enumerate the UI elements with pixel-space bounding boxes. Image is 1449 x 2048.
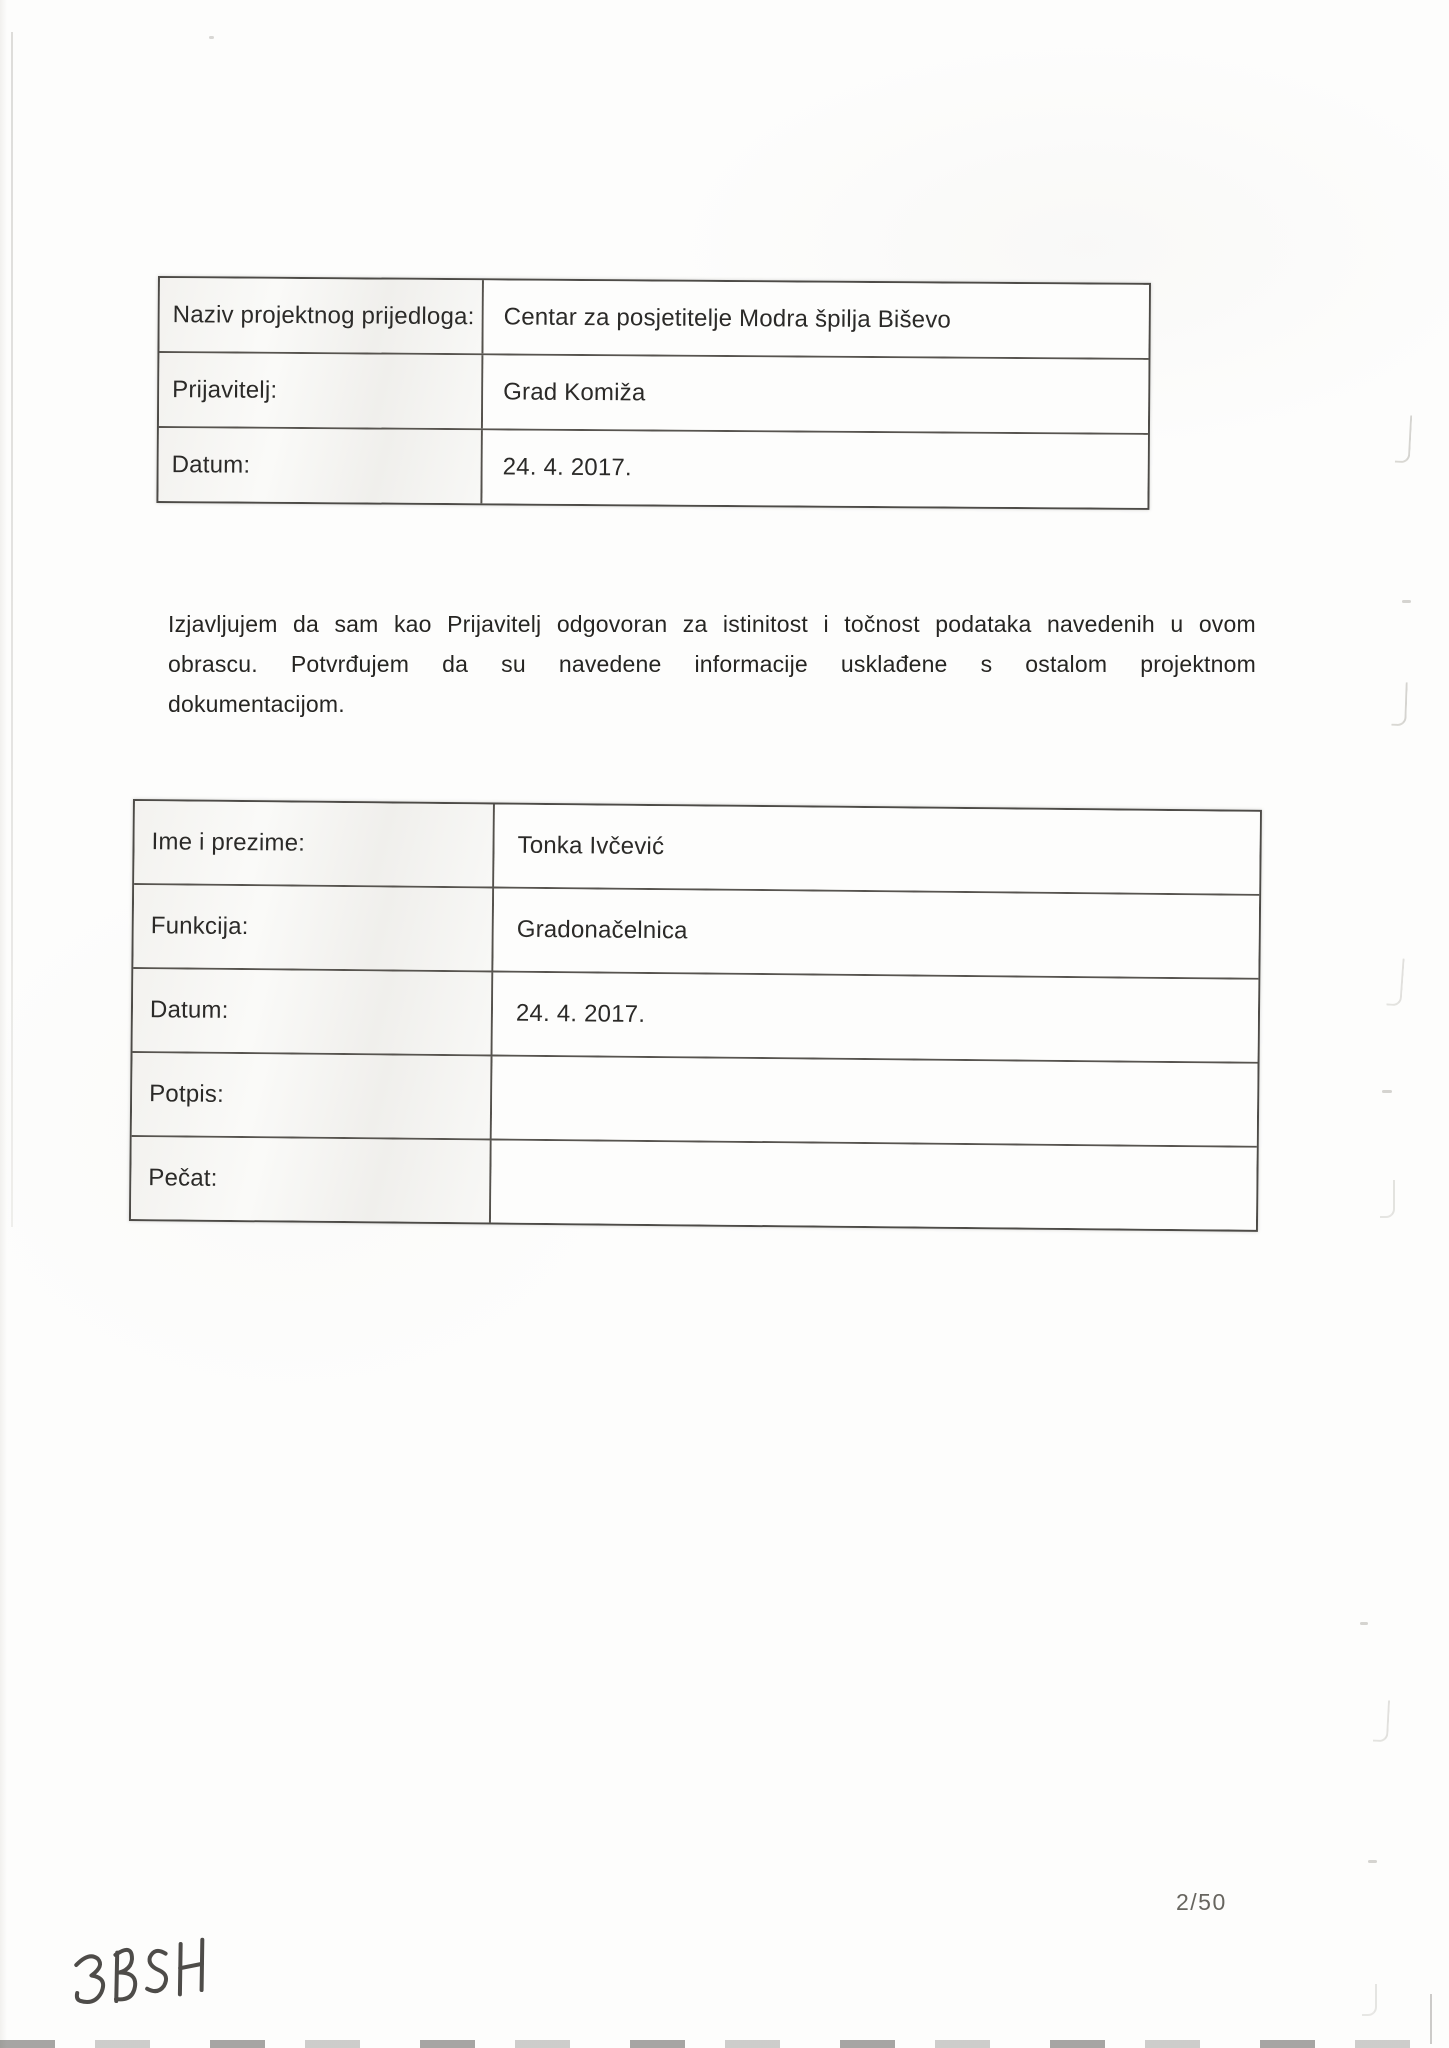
left-scan-edge-line	[11, 32, 13, 1227]
table-row	[159, 278, 1148, 358]
row-label: Prijavitelj:	[159, 353, 484, 428]
table-row	[133, 883, 1259, 978]
declaration-paragraph	[168, 604, 1256, 724]
row-value: Grad Komiža	[483, 355, 1148, 433]
row-label: Potpis:	[132, 1053, 493, 1138]
statement-line: dokumentacijom.	[168, 691, 345, 717]
scan-artifact	[1362, 1984, 1377, 2016]
statement-line: Izjavljujem da sam kao Prijavitelj odgovoran za istinitost i točnost podataka navedenih u ovom	[168, 611, 1256, 637]
table-row	[133, 967, 1259, 1062]
scan-artifact	[1402, 600, 1411, 603]
bottom-scan-edge	[0, 2040, 1449, 2048]
row-value: 24. 4. 2017.	[482, 430, 1147, 508]
row-label: Datum:	[158, 428, 483, 503]
table-row	[134, 801, 1260, 894]
scan-artifact	[1395, 415, 1412, 464]
row-label: Naziv projektnog prijedloga:	[159, 278, 484, 353]
table-row	[159, 351, 1148, 433]
row-value: Gradonačelnica	[493, 888, 1259, 977]
table-row	[158, 426, 1147, 508]
row-value stamp-field	[491, 1140, 1257, 1229]
scan-artifact	[209, 36, 214, 39]
table-row	[131, 1135, 1257, 1230]
scan-artifact	[1391, 682, 1408, 726]
left-scan-shading	[0, 0, 7, 2048]
row-value signature-field	[492, 1056, 1258, 1145]
table-row	[132, 1051, 1258, 1146]
project-info-table	[156, 276, 1151, 510]
statement-line: obrascu. Potvrđujem da su navedene informacije usklađene s ostalom projektnom	[168, 651, 1256, 677]
row-label: Pečat:	[131, 1137, 492, 1222]
scan-artifact	[1386, 958, 1404, 1007]
row-value: Tonka Ivčević	[494, 804, 1260, 893]
row-label: Funkcija:	[133, 885, 494, 970]
scan-artifact	[1430, 1994, 1432, 2044]
scan-artifact	[1368, 1860, 1377, 1863]
scan-artifact	[1382, 1090, 1392, 1093]
row-value: 24. 4. 2017.	[493, 972, 1259, 1061]
row-label: Ime i prezime:	[134, 801, 495, 886]
scan-artifact	[1360, 1622, 1368, 1625]
handwritten-note	[60, 1930, 227, 2026]
signature-table	[129, 799, 1262, 1232]
row-label: Datum:	[133, 969, 494, 1054]
scan-artifact	[1380, 1180, 1395, 1218]
scan-artifact	[1373, 1700, 1390, 1743]
page-number: 2/50	[1176, 1889, 1227, 1915]
row-value: Centar za posjetitelje Modra špilja Biševo	[483, 280, 1148, 358]
